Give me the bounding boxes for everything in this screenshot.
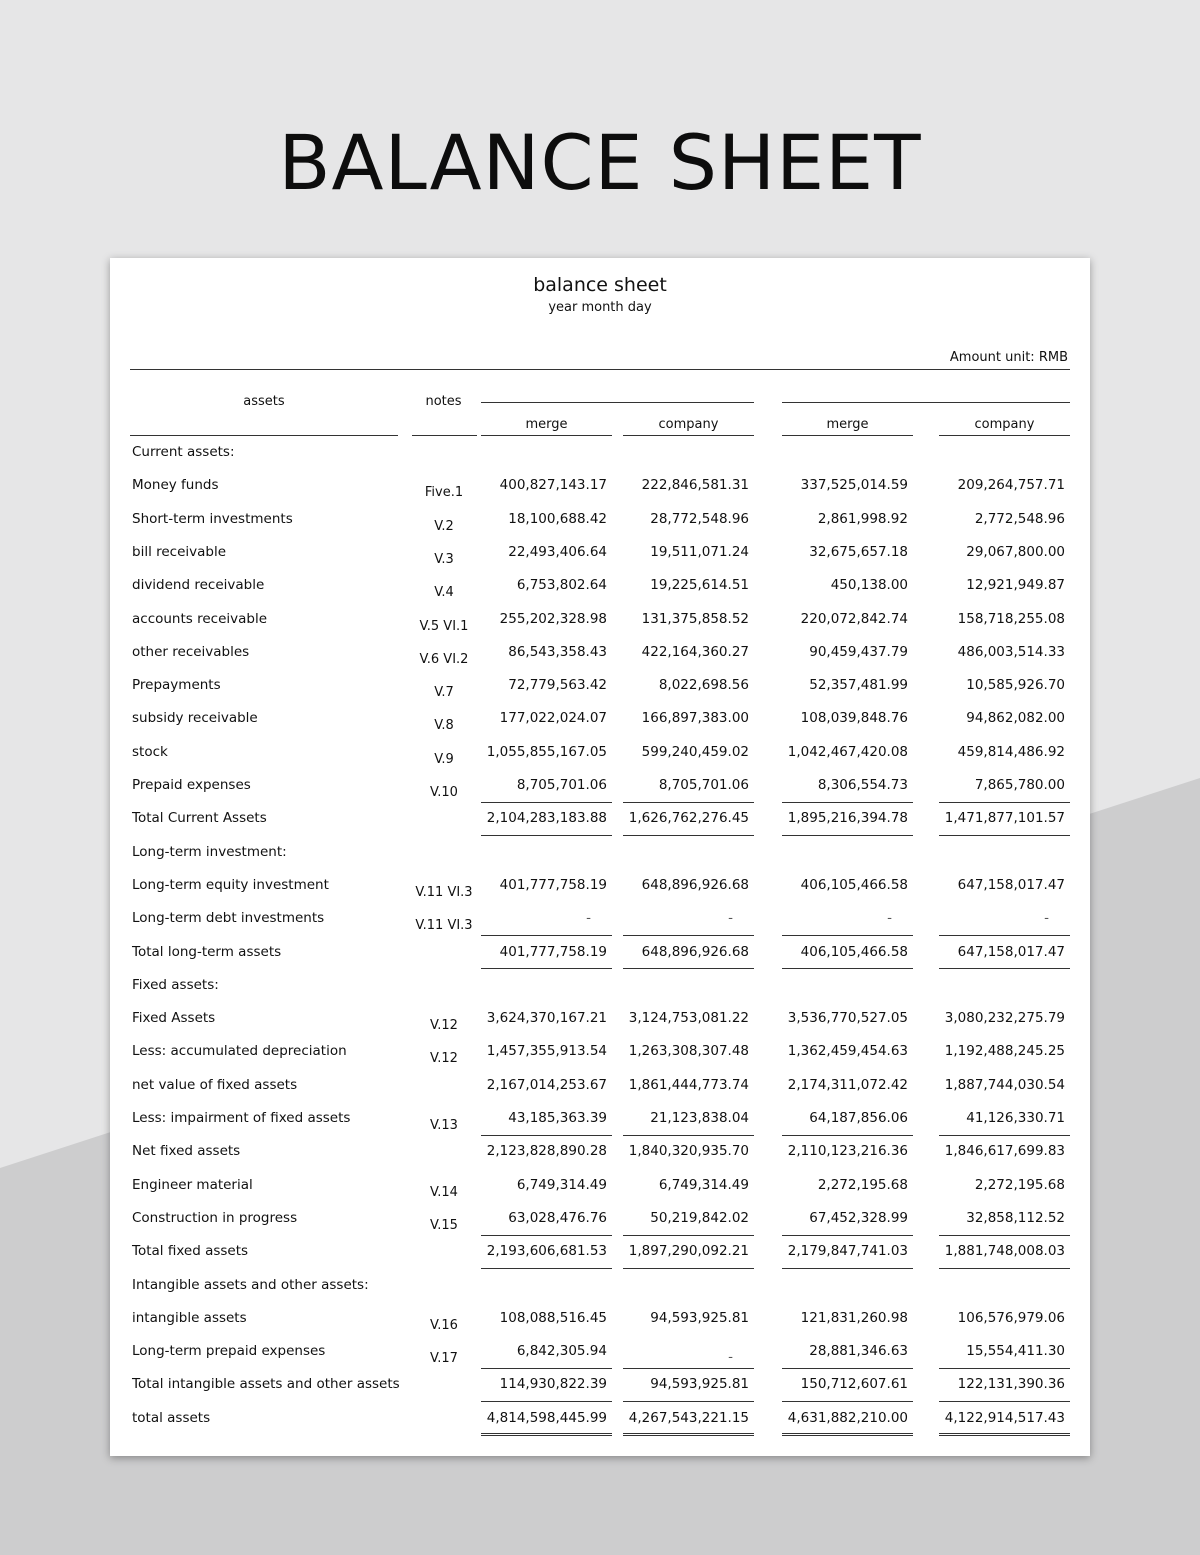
subtotal-rule	[481, 802, 612, 803]
company-value: 1,263,308,307.48	[628, 1043, 749, 1060]
company-value: 422,164,360.27	[641, 643, 749, 660]
merge-value: 72,779,563.42	[508, 677, 607, 694]
company-value: 486,003,514.33	[957, 643, 1065, 660]
merge-value: 220,072,842.74	[800, 610, 908, 627]
company-value: 19,511,071.24	[650, 543, 749, 560]
merge-value: 6,749,314.49	[516, 1176, 607, 1193]
row-label: Less: accumulated depreciation	[132, 1043, 347, 1060]
row-label: Long-term investment:	[132, 843, 287, 860]
subtotal-rule	[481, 1135, 612, 1136]
total-underline	[623, 1268, 754, 1269]
table-row	[110, 503, 1090, 536]
merge-value: 406,105,466.58	[800, 876, 908, 893]
subtotal-rule	[623, 1235, 754, 1236]
merge-value: 86,543,358.43	[508, 643, 607, 660]
merge-value: 1,895,216,394.78	[787, 810, 908, 827]
table-row	[110, 1069, 1090, 1102]
total-underline	[782, 835, 913, 836]
merge-value: 2,861,998.92	[817, 510, 908, 527]
document-title: balance sheet	[533, 274, 667, 296]
subtotal-rule	[782, 1368, 913, 1369]
merge-value: 2,272,195.68	[817, 1176, 908, 1193]
company-value: 32,858,112.52	[966, 1209, 1065, 1226]
company-value: 166,897,383.00	[641, 710, 749, 727]
row-note: V.10	[430, 785, 458, 800]
grand-total-double-rule	[782, 1433, 913, 1436]
table-row	[110, 536, 1090, 569]
company-column-header-1: company	[658, 417, 719, 432]
company-value: 4,122,914,517.43	[944, 1409, 1065, 1426]
row-label: Total intangible assets and other assets	[132, 1376, 400, 1393]
row-label: Short-term investments	[132, 510, 293, 527]
row-label: Long-term equity investment	[132, 876, 329, 893]
company-value: 3,080,232,275.79	[944, 1010, 1065, 1027]
company-value: 94,593,925.81	[650, 1309, 749, 1326]
subtotal-rule	[623, 935, 754, 936]
company-value: 106,576,979.06	[957, 1309, 1065, 1326]
merge-column-header-1: merge	[525, 417, 568, 432]
company-value: 6,749,314.49	[658, 1176, 749, 1193]
table-row	[110, 1102, 1090, 1135]
total-underline	[782, 1401, 913, 1402]
company-value: 29,067,800.00	[966, 543, 1065, 560]
grand-total-double-rule	[481, 1433, 612, 1436]
row-note: V.7	[434, 685, 454, 701]
company-value: 15,554,411.30	[966, 1343, 1065, 1360]
merge-value: 2,167,014,253.67	[486, 1076, 607, 1093]
table-row	[110, 1302, 1090, 1335]
subtotal-rule	[623, 1368, 754, 1369]
company-value: 1,840,320,935.70	[628, 1143, 749, 1160]
company-value: 8,022,698.56	[658, 677, 749, 694]
table-row	[110, 802, 1090, 835]
table-row	[110, 969, 1090, 1002]
total-underline	[623, 1401, 754, 1402]
table-row	[110, 769, 1090, 802]
company-value: 647,158,017.47	[957, 876, 1065, 893]
merge-value: 1,042,467,420.08	[787, 743, 908, 760]
total-underline	[481, 968, 612, 969]
total-underline	[939, 835, 1070, 836]
company-value: 1,861,444,773.74	[628, 1076, 749, 1093]
merge-value: 52,357,481.99	[809, 677, 908, 694]
total-underline	[481, 1268, 612, 1269]
total-underline	[939, 1268, 1070, 1269]
company-value: -	[728, 910, 733, 927]
company-value: 131,375,858.52	[641, 610, 749, 627]
company-value: 158,718,255.08	[957, 610, 1065, 627]
merge-value: 1,362,459,454.63	[787, 1043, 908, 1060]
total-underline	[623, 835, 754, 836]
amount-unit: Amount unit: RMB	[949, 350, 1068, 365]
merge-value: 4,814,598,445.99	[486, 1409, 607, 1426]
company-value: 19,225,614.51	[650, 577, 749, 594]
row-note: V.13	[430, 1118, 458, 1133]
company-value: 648,896,926.68	[641, 876, 749, 893]
row-label: Fixed assets:	[132, 976, 219, 993]
row-label: stock	[132, 743, 168, 760]
row-label: other receivables	[132, 643, 250, 660]
subtotal-rule	[481, 1368, 612, 1369]
company-value: 1,192,488,245.25	[944, 1043, 1065, 1060]
subtotal-rule	[782, 1135, 913, 1136]
row-note: V.6 VI.2	[419, 651, 469, 667]
row-label: accounts receivable	[132, 610, 268, 627]
merge-value: 108,039,848.76	[800, 710, 908, 727]
company-value: 94,593,925.81	[650, 1376, 749, 1393]
company-value: 28,772,548.96	[650, 510, 749, 527]
company-value: 2,772,548.96	[974, 510, 1065, 527]
balance-sheet-document	[110, 258, 1090, 1456]
merge-value: 2,123,828,890.28	[486, 1143, 607, 1160]
merge-value: 43,185,363.39	[508, 1110, 607, 1126]
row-label: Construction in progress	[132, 1209, 298, 1226]
table-row	[110, 1269, 1090, 1302]
company-value: 599,240,459.02	[641, 743, 749, 760]
row-label: Fixed Assets	[132, 1010, 216, 1027]
row-label: total assets	[132, 1409, 211, 1426]
row-note: V.2	[434, 518, 454, 534]
total-underline	[939, 968, 1070, 969]
row-note: V.16	[430, 1317, 458, 1333]
total-underline	[623, 968, 754, 969]
merge-value: 6,842,305.94	[516, 1343, 607, 1360]
merge-value: 1,055,855,167.05	[486, 743, 607, 760]
merge-value: -	[586, 910, 591, 927]
row-label: Less: impairment of fixed assets	[132, 1110, 351, 1126]
row-label: Prepayments	[132, 677, 221, 694]
row-label: Total long-term assets	[132, 943, 282, 960]
merge-value: 108,088,516.45	[499, 1309, 607, 1326]
merge-value: 8,705,701.06	[516, 777, 607, 793]
table-row	[110, 1135, 1090, 1168]
total-underline	[939, 1401, 1070, 1402]
group-rule-2	[782, 402, 1070, 403]
merge-value: 255,202,328.98	[499, 610, 607, 627]
row-label: Total fixed assets	[132, 1243, 249, 1260]
merge-value: 2,193,606,681.53	[486, 1243, 607, 1260]
table-row	[110, 936, 1090, 969]
row-note: V.15	[430, 1217, 458, 1233]
merge-value: 2,174,311,072.42	[787, 1076, 908, 1093]
company-value: 648,896,926.68	[641, 943, 749, 960]
subtotal-rule	[623, 802, 754, 803]
table-row	[110, 636, 1090, 669]
table-row	[110, 1169, 1090, 1202]
table-row	[110, 603, 1090, 636]
table-row	[110, 1335, 1090, 1368]
merge-value: 4,631,882,210.00	[787, 1409, 908, 1426]
grand-total-double-rule	[623, 1433, 754, 1436]
company-value: 21,123,838.04	[650, 1110, 749, 1126]
merge-value: 63,028,476.76	[508, 1209, 607, 1226]
merge-value: 121,831,260.98	[800, 1309, 908, 1326]
subtotal-rule	[481, 1235, 612, 1236]
row-label: Engineer material	[132, 1176, 253, 1193]
merge-value: 67,452,328.99	[809, 1209, 908, 1226]
subtotal-rule	[939, 1135, 1070, 1136]
row-note: V.5 VI.1	[419, 618, 469, 634]
subtotal-rule	[782, 1235, 913, 1236]
document-subtitle: year month day	[548, 300, 652, 315]
page-title: BALANCE SHEET	[278, 118, 922, 207]
row-note: V.9	[434, 751, 454, 767]
company-value: 209,264,757.71	[957, 477, 1065, 494]
company-value: 1,471,877,101.57	[944, 810, 1065, 827]
total-underline	[481, 1401, 612, 1402]
company-value: 1,897,290,092.21	[628, 1243, 749, 1260]
total-underline	[481, 835, 612, 836]
table-row	[110, 1402, 1090, 1435]
merge-value: 450,138.00	[830, 577, 908, 594]
merge-value: 400,827,143.17	[499, 477, 607, 494]
table-row	[110, 1202, 1090, 1235]
table-row	[110, 1368, 1090, 1401]
total-underline	[782, 968, 913, 969]
company-value: 1,881,748,008.03	[944, 1243, 1065, 1260]
row-label: Total Current Assets	[132, 810, 267, 827]
company-value: 2,272,195.68	[974, 1176, 1065, 1193]
company-value: 50,219,842.02	[650, 1209, 749, 1226]
merge-value: 406,105,466.58	[800, 943, 908, 960]
row-label: Prepaid expenses	[132, 777, 251, 793]
group-rule-1	[481, 402, 754, 403]
company-value: 222,846,581.31	[641, 477, 749, 494]
company-value: 8,705,701.06	[658, 777, 749, 793]
row-label: Money funds	[132, 477, 219, 494]
row-note: V.11 VI.3	[415, 884, 473, 900]
subtotal-rule	[939, 802, 1070, 803]
subtotal-rule	[782, 802, 913, 803]
merge-value: 401,777,758.19	[499, 943, 607, 960]
row-label: net value of fixed assets	[132, 1076, 298, 1093]
company-value: 1,887,744,030.54	[944, 1076, 1065, 1093]
company-value: 1,846,617,699.83	[944, 1143, 1065, 1160]
merge-value: 6,753,802.64	[516, 577, 607, 594]
row-label: Net fixed assets	[132, 1143, 241, 1160]
merge-value: 18,100,688.42	[508, 510, 607, 527]
total-underline	[782, 1268, 913, 1269]
merge-value: 22,493,406.64	[508, 543, 607, 560]
row-note: V.3	[434, 551, 454, 567]
table-row	[110, 569, 1090, 602]
table-row	[110, 736, 1090, 769]
merge-value: 8,306,554.73	[817, 777, 908, 793]
subtotal-rule	[782, 935, 913, 936]
merge-value: 150,712,607.61	[800, 1376, 908, 1393]
company-value: 122,131,390.36	[957, 1376, 1065, 1393]
company-value: 1,626,762,276.45	[628, 810, 749, 827]
row-note: V.4	[434, 585, 454, 601]
company-value: 10,585,926.70	[966, 677, 1065, 694]
subtotal-rule	[623, 1135, 754, 1136]
subtotal-rule	[939, 1235, 1070, 1236]
company-value: 94,862,082.00	[966, 710, 1065, 727]
company-column-header-2: company	[974, 417, 1035, 432]
row-label: Intangible assets and other assets:	[132, 1276, 369, 1293]
company-value: -	[1044, 910, 1049, 927]
row-note: V.11 VI.3	[415, 918, 473, 934]
company-value: 7,865,780.00	[974, 777, 1065, 793]
merge-value: -	[887, 910, 892, 927]
table-row	[110, 669, 1090, 702]
merge-value: 3,624,370,167.21	[486, 1010, 607, 1027]
table-row	[110, 1235, 1090, 1268]
company-value: -	[728, 1349, 733, 1366]
row-label: dividend receivable	[132, 577, 265, 594]
merge-value: 2,179,847,741.03	[787, 1243, 908, 1260]
row-label: Long-term debt investments	[132, 910, 325, 927]
merge-value: 177,022,024.07	[499, 710, 607, 727]
table-row	[110, 702, 1090, 735]
row-label: Long-term prepaid expenses	[132, 1343, 326, 1360]
table-row	[110, 1002, 1090, 1035]
company-value: 647,158,017.47	[957, 943, 1065, 960]
table-row	[110, 902, 1090, 935]
merge-value: 2,110,123,216.36	[787, 1143, 908, 1160]
merge-value: 114,930,822.39	[499, 1376, 607, 1393]
table-row	[110, 836, 1090, 869]
row-label: intangible assets	[132, 1309, 247, 1326]
row-note: Five.1	[424, 485, 464, 501]
notes-column-header: notes	[425, 394, 462, 409]
company-value: 41,126,330.71	[966, 1110, 1065, 1126]
row-label: subsidy receivable	[132, 710, 258, 727]
subtotal-rule	[481, 935, 612, 936]
row-note: V.8	[434, 718, 454, 734]
header-top-rule	[130, 369, 1070, 370]
merge-value: 1,457,355,913.54	[486, 1043, 607, 1060]
merge-value: 64,187,856.06	[809, 1110, 908, 1126]
merge-value: 401,777,758.19	[499, 876, 607, 893]
subtotal-rule	[939, 1368, 1070, 1369]
table-row	[110, 436, 1090, 469]
merge-value: 2,104,283,183.88	[486, 810, 607, 827]
row-note: V.14	[430, 1184, 458, 1200]
merge-value: 90,459,437.79	[809, 643, 908, 660]
merge-value: 28,881,346.63	[809, 1343, 908, 1360]
company-value: 12,921,949.87	[966, 577, 1065, 594]
assets-column-header: assets	[243, 394, 285, 409]
merge-value: 32,675,657.18	[809, 543, 908, 560]
company-value: 4,267,543,221.15	[628, 1409, 749, 1426]
merge-value: 3,536,770,527.05	[787, 1010, 908, 1027]
company-value: 3,124,753,081.22	[628, 1010, 749, 1027]
merge-value: 337,525,014.59	[800, 477, 908, 494]
subtotal-rule	[939, 935, 1070, 936]
row-note: V.12	[430, 1018, 458, 1034]
table-row	[110, 469, 1090, 502]
row-label: Current assets:	[132, 444, 235, 460]
table-row	[110, 869, 1090, 902]
row-label: bill receivable	[132, 543, 227, 560]
row-note: V.12	[430, 1051, 458, 1067]
company-value: 459,814,486.92	[957, 743, 1065, 760]
row-note: V.17	[430, 1351, 458, 1367]
table-row	[110, 1035, 1090, 1068]
grand-total-double-rule	[939, 1433, 1070, 1436]
merge-column-header-2: merge	[826, 417, 869, 432]
